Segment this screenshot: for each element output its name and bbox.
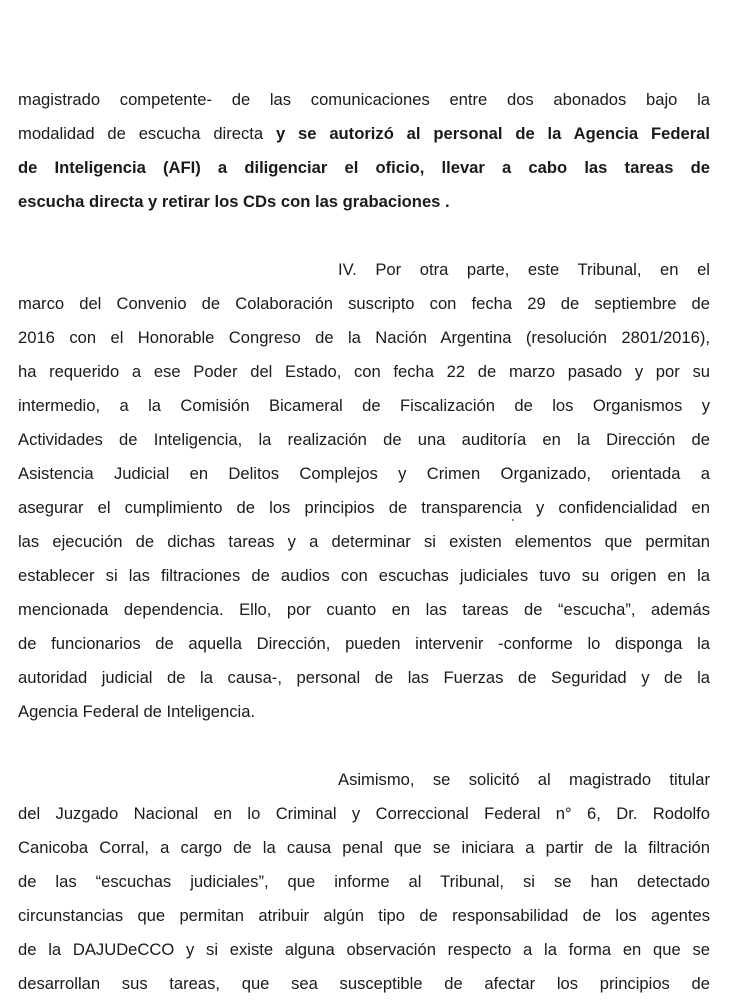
scan-speck <box>512 519 514 521</box>
text-line: IV. Por otra parte, este Tribunal, en el <box>338 260 710 279</box>
text-line: de funcionarios de aquella Dirección, pueden intervenir -conforme lo disponga la <box>18 634 710 653</box>
text-line: marco del Convenio de Colaboración suscripto con fecha 29 de septiembre de <box>18 294 710 313</box>
text-line: Agencia Federal de Inteligencia. <box>18 702 256 721</box>
text-line: 2016 con el Honorable Congreso de la Nación Argentina (resolución 2801/2016), <box>18 328 710 347</box>
text-line: intermedio, a la Comisión Bicameral de Fiscalización de los Organismos y <box>18 396 710 415</box>
text-line: magistrado competente- de las comunicaciones entre dos abonados bajo la <box>18 90 710 109</box>
bold-text-run: y se autorizó al personal de la Agencia Federal <box>275 124 711 143</box>
text-line <box>18 120 710 148</box>
text-line: asegurar el cumplimiento de los principios de transparencia y confidencialidad en <box>18 498 710 517</box>
text-run: modalidad de escucha directa <box>18 124 276 143</box>
text-line: circunstancias que permitan atribuir algún tipo de responsabilidad de los agentes <box>18 906 710 925</box>
text-line: Asimismo, se solicitó al magistrado titular <box>338 770 710 789</box>
text-line: mencionada dependencia. Ello, por cuanto en las tareas de “escucha”, además <box>18 600 710 619</box>
text-line: de la DAJUDeCCO y si existe alguna observación respecto a la forma en que se <box>18 940 710 959</box>
text-line: desarrollan sus tareas, que sea susceptible de afectar los principios de <box>18 974 710 993</box>
text-line: del Juzgado Nacional en lo Criminal y Correccional Federal n° 6, Dr. Rodolfo <box>18 804 710 823</box>
text-line: ha requerido a ese Poder del Estado, con fecha 22 de marzo pasado y por su <box>18 362 710 381</box>
text-line: las ejecución de dichas tareas y a determinar si existen elementos que permitan <box>18 532 710 551</box>
text-line: Asistencia Judicial en Delitos Complejos y Crimen Organizado, orientada a <box>18 464 710 483</box>
text-line: Canicoba Corral, a cargo de la causa penal que se iniciara a partir de la filtración <box>18 838 710 857</box>
text-line: de Inteligencia (AFI) a diligenciar el oficio, llevar a cabo las tareas de <box>18 158 710 177</box>
text-line: autoridad judicial de la causa-, personal de las Fuerzas de Seguridad y de la <box>18 668 710 687</box>
text-line: escucha directa y retirar los CDs con las grabaciones . <box>18 192 450 211</box>
text-line: de las “escuchas judiciales”, que informe al Tribunal, si se han detectado <box>18 872 710 891</box>
text-line: Actividades de Inteligencia, la realización de una auditoría en la Dirección de <box>18 430 710 449</box>
text-line: establecer si las filtraciones de audios con escuchas judiciales tuvo su origen en la <box>18 566 710 585</box>
